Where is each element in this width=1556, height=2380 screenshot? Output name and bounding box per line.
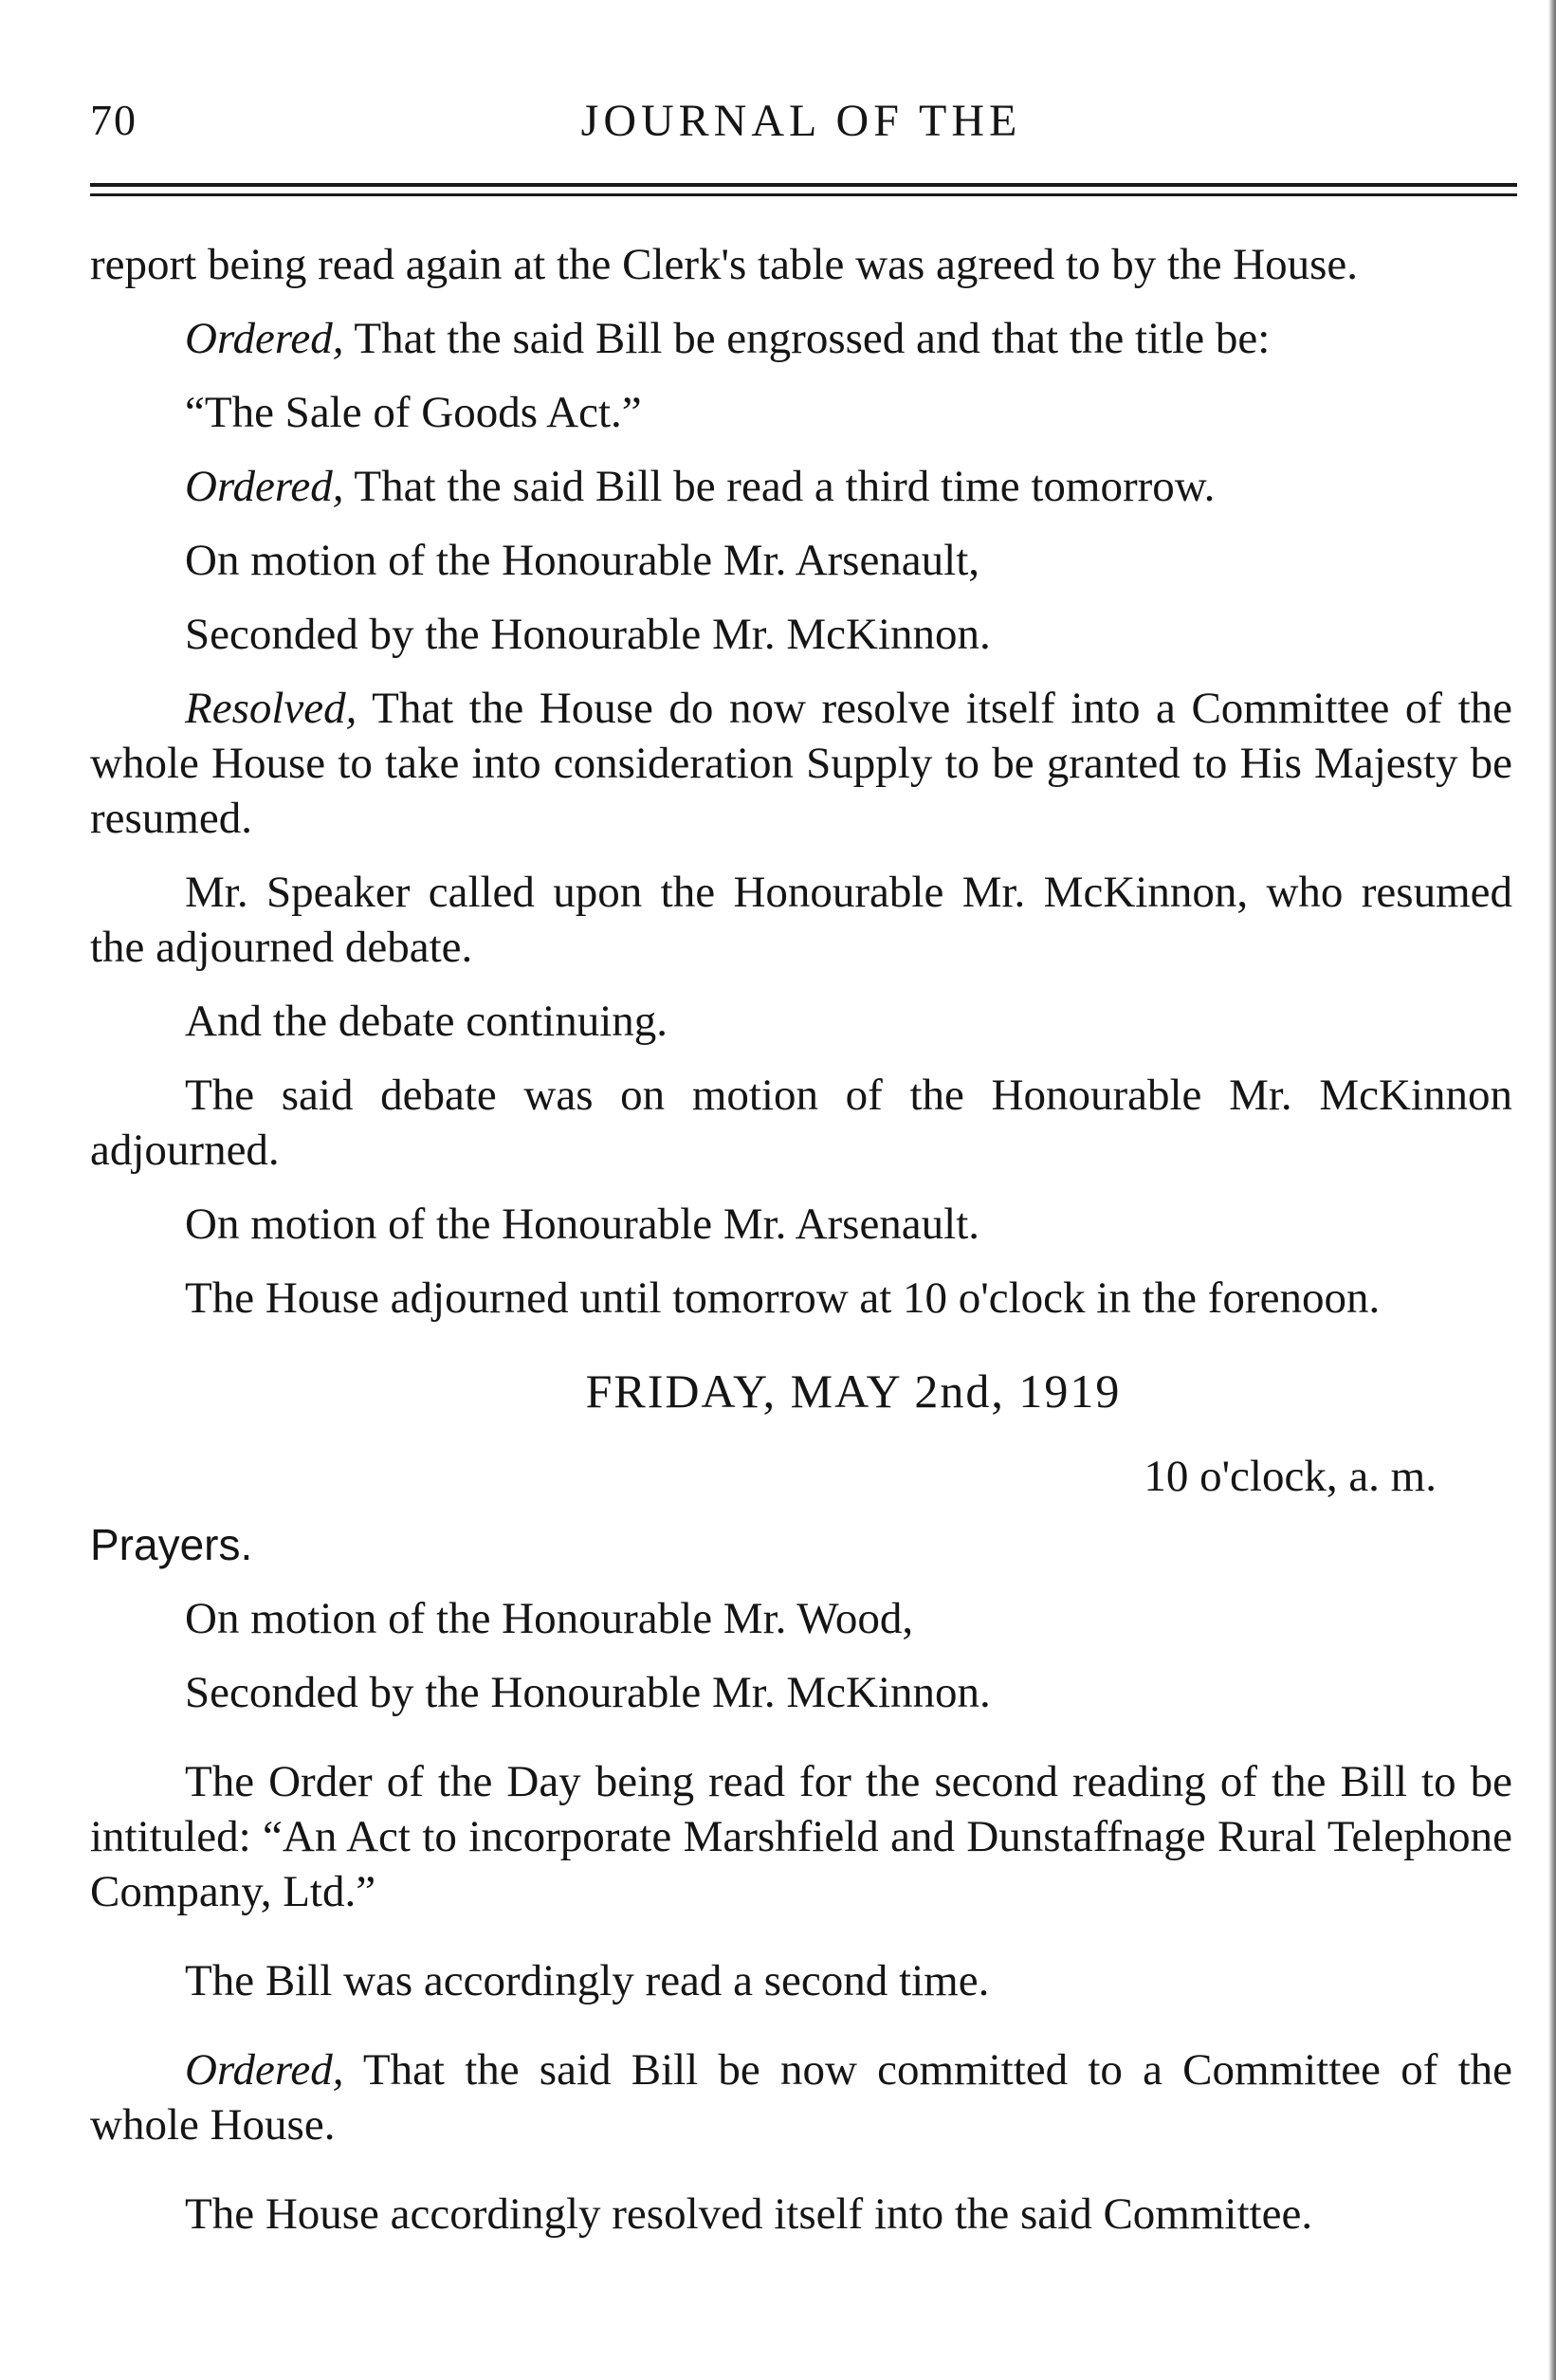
scan-edge-shadow [1548,0,1556,2380]
ordered-label: Ordered, [185,2045,344,2095]
running-head: JOURNAL OF THE [580,96,1022,146]
paragraph-debate-continuing: And the debate continuing. [185,997,668,1046]
sitting-time: 10 o'clock, a. m. [1144,1452,1437,1501]
paragraph-ordered-third-reading [90,459,1512,514]
paragraph-text: That the House do now resolve itself into a Committee of the whole House to take into consideration Supply to be granted to His Majesty be resumed. [90,684,1512,843]
journal-body [90,237,1512,2242]
paragraph-motion: On motion of the Honourable Mr. Arsenault, [185,536,980,585]
date-heading: FRIDAY, MAY 2nd, 1919 [585,1364,1122,1418]
resolved-label: Resolved, [185,684,357,733]
page-header [90,76,1512,152]
paragraph-ordered-engrossed [90,311,1512,366]
paragraph-debate-adjourned: The said debate was on motion of the Honourable Mr. McKinnon adjourned. [90,1071,1512,1175]
paragraph-seconded: Seconded by the Honourable Mr. McKinnon. [185,1668,991,1717]
paragraph-second-reading: The Bill was accordingly read a second time. [185,1956,990,2005]
paragraph-ordered-committed [90,2042,1512,2152]
paragraph-motion: On motion of the Honourable Mr. Wood, [185,1594,914,1643]
paragraph-text: That the said Bill be engrossed and that the title be: [343,314,1271,363]
paragraph-text: That the said Bill be now committed to a Committee of the whole House. [90,2045,1512,2150]
paragraph-house-adjourned: The House adjourned until tomorrow at 10 o'clock in the forenoon. [185,1273,1381,1323]
paragraph-order-of-day: The Order of the Day being read for the second reading of the Bill to be intituled: “An Act to incorporate Marshfield and Dunstaffnage Rural Telephone Company, Ltd.” [90,1757,1512,1916]
paragraph-speaker: Mr. Speaker called upon the Honourable Mr. McKinnon, who resumed the adjourned debate. [90,868,1512,972]
ordered-label: Ordered, [185,314,344,363]
paragraph-seconded: Seconded by the Honourable Mr. McKinnon. [185,610,991,659]
paragraph-act-title: “The Sale of Goods Act.” [185,388,642,437]
paragraph-resolved [90,681,1512,846]
header-rule-top [90,183,1517,187]
paragraph-committee: The House accordingly resolved itself into the said Committee. [185,2189,1313,2239]
ordered-label: Ordered, [185,462,344,511]
paragraph-continuation: report being read again at the Clerk's table was agreed to by the House. [90,240,1359,289]
paragraph-motion: On motion of the Honourable Mr. Arsenault. [185,1199,980,1249]
header-rule-bottom [90,193,1517,196]
paragraph-text: That the said Bill be read a third time tomorrow. [343,462,1216,511]
prayers-heading: Prayers. [90,1520,253,1569]
page-number: 70 [90,96,137,144]
